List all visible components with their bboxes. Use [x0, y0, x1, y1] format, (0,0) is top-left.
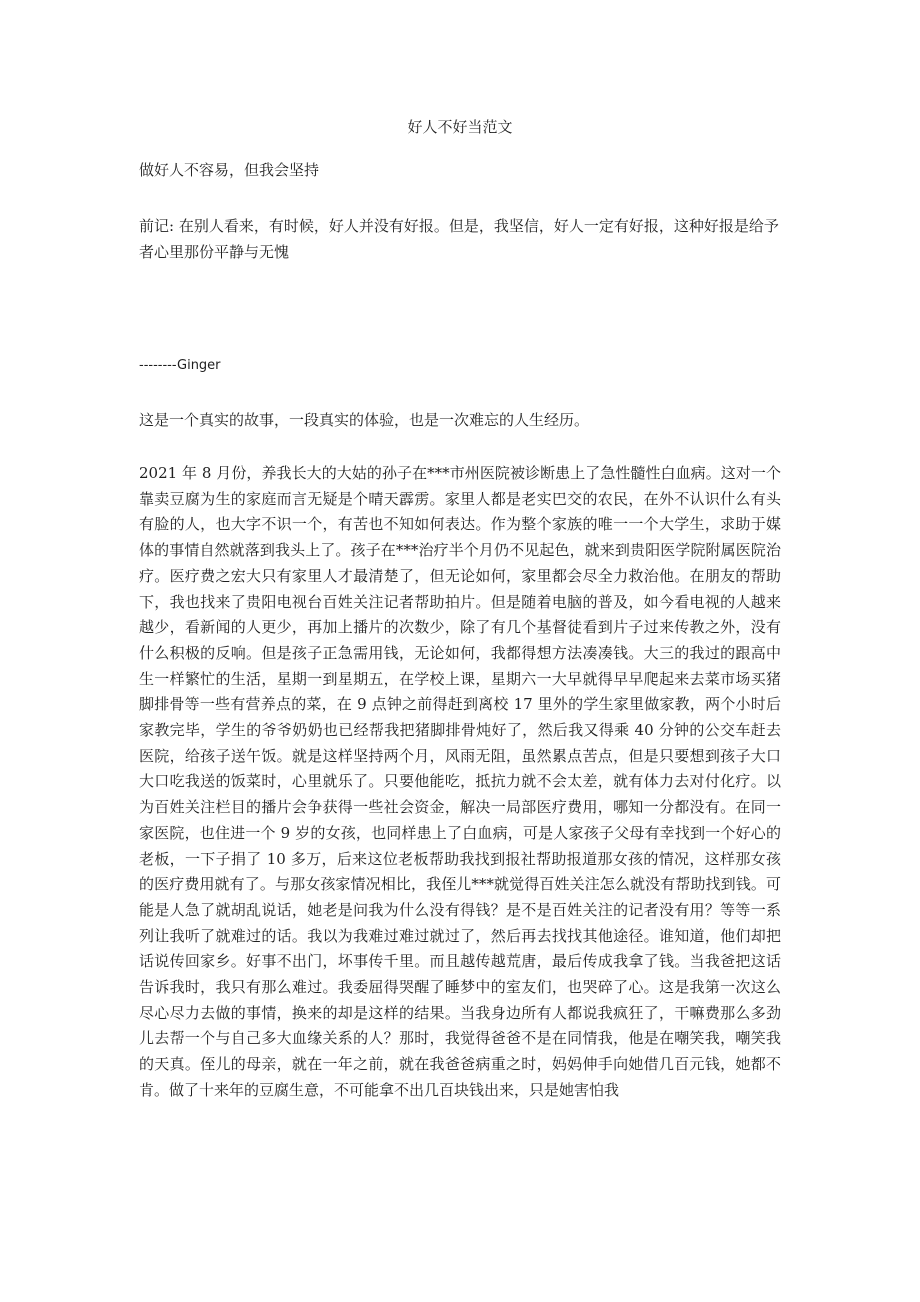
preface-paragraph: 前记: 在别人看来，有时候，好人并没有好报。但是，我坚信，好人一定有好报，这种好报是给予者心里那份平静与无愧 [139, 217, 779, 261]
intro-paragraph: 这是一个真实的故事，一段真实的体验，也是一次难忘的人生经历。 [139, 411, 590, 429]
document-title: 好人不好当范文 [407, 118, 513, 136]
story-paragraph: 2021 年 8 月份，养我长大的大姑的孙子在***市州医院被诊断患上了急性髓性白血病。这对一个靠卖豆腐为生的家庭而言无疑是个晴天霹雳。家里人都是老实巴交的农民，在外不认识什么有头有脸的人，也大字不识一个，有苦也不知如何表达。作为整个家族的唯一一个大学生，求助于媒体的事情自然就落到我头上了。孩子在***治疗半个月仍不见起色，就来到贵阳医学院附属医院治疗。医疗费之宏大只有家里人才最清楚了，但无论如何，家里都会尽全力救治他。在朋友的帮助下，我也找来了贵阳电视台百姓关注记者帮助拍片。但是随着电脑的普及，如今看电视的人越来越少，看新闻的人更少，再加上播片的次数少，除了有几个基督徒看到片子过来传教之外，没有什么积极的反响。但是孩子正急需用钱，无论如何，我都得想方法凑凑钱。大三的我过的跟高中生一样繁忙的生活，星期一到星期五，在学校上课，星期六一大早就得早早爬起来去菜市场买猪脚排骨等一些有营养点的菜，在 9 点钟之前得赶到离校 17 里外的学生家里做家教，两个小时后家教完毕，学生的爷爷奶奶也已经帮我把猪脚排骨炖好了，然后我又得乘 40 分钟的公交车赶去医院，给孩子送午饭。就是这样坚持两个月，风雨无阻，虽然累点苦点，但是只要想到孩子大口大口吃我送的饭菜时，心里就乐了。只要他能吃，抵抗力就不会太差，就有体力去对付化疗。以为百姓关注栏目的播片会争获得一些社会资金，解决一局部医疗费用，哪知一分都没有。在同一家医院，也住进一个 9 岁的女孩，也同样患上了白血病，可是人家孩子父母有幸找到一个好心的老板，一下子捐了 10 多万，后来这位老板帮助我找到报社帮助报道那女孩的情况，这样那女孩的医疗费用就有了。与那女孩家情况相比，我侄儿***就觉得百姓关注怎么就没有帮助找到钱。可能是人急了就胡乱说话，她老是问我为什么没有得钱？是不是百姓关注的记者没有用？等等一系列让我听了就难过的话。我以为我难过难过就过了，然后再去找找其他途径。谁知道，他们却把话说传回家乡。好事不出门，坏事传千里。而且越传越荒唐，最后传成我拿了钱。当我爸把这话告诉我时，我只有那么难过。我委屈得哭醒了睡梦中的室友们，也哭碎了心。这是我第一次这么尽心尽力去做的事情，换来的却是这样的结果。当我身边所有人都说我疯狂了，干嘛费那么多劲儿去帮一个与自己多大血缘关系的人？那时，我觉得爸爸不是在同情我，他是在嘲笑我，嘲笑我的天真。侄儿的母亲，就在一年之前，就在我爸爸病重之时，妈妈伸手向她借几百元钱，她都不肯。做了十来年的豆腐生意，不可能拿不出几百块钱出来，只是她害怕我 [139, 464, 781, 1099]
document-subtitle: 做好人不容易，但我会坚持 [139, 161, 320, 179]
author-signature: --------Ginger [139, 358, 221, 373]
